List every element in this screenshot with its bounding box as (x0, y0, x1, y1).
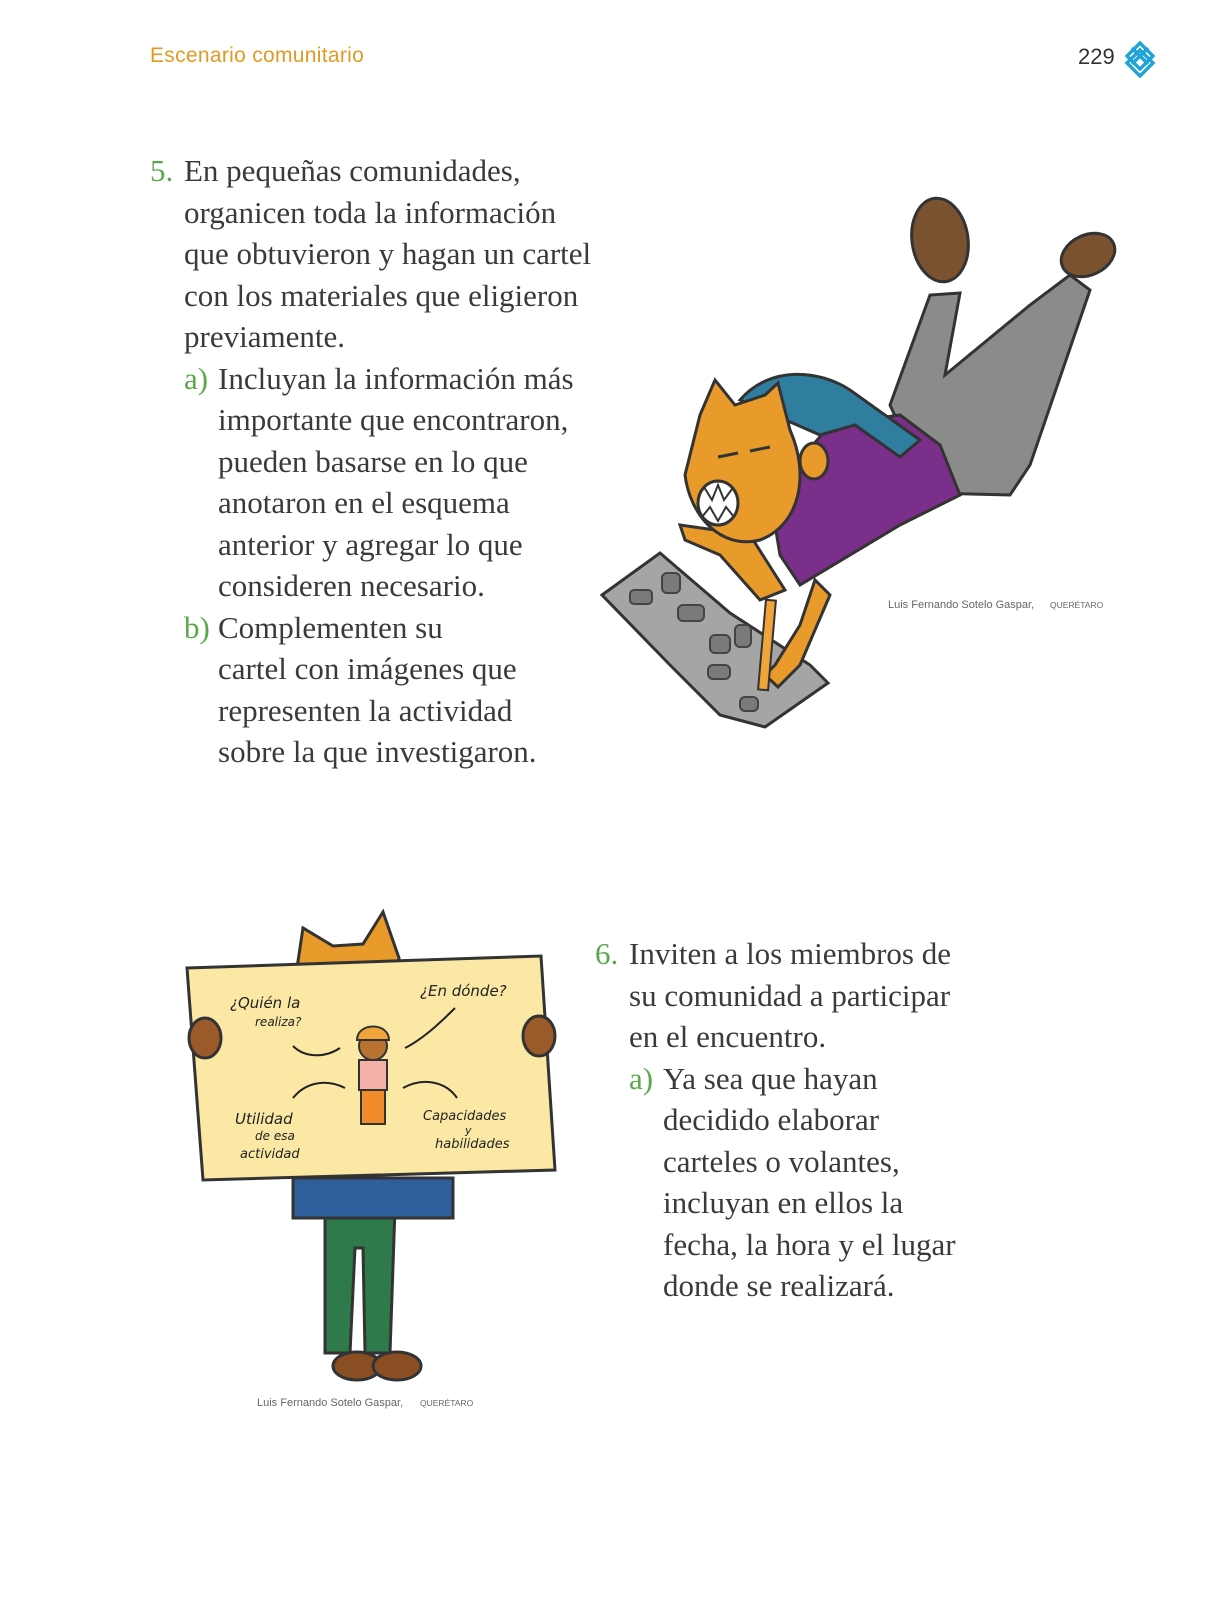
purple-shirt (770, 415, 960, 585)
text-line: incluyan en ellos la (663, 1185, 904, 1220)
poster-text-skills: y (465, 1124, 472, 1137)
text-line: fecha, la hora y el lugar (663, 1226, 956, 1262)
text-line: anotaron en el esquema (218, 485, 510, 520)
hand (189, 1018, 221, 1058)
text-line: consideren necesario. (218, 568, 485, 603)
trousers (325, 1208, 395, 1353)
blue-shirt (293, 1178, 453, 1218)
credit-state: QUERÉTARO (420, 1398, 474, 1408)
text-line: importante que encontraron, (218, 402, 569, 437)
text-line: Complementen su (218, 609, 443, 645)
text-line: en el encuentro. (629, 1019, 827, 1054)
poster-text-utility: de esa (255, 1129, 295, 1143)
text-line: que obtuvieron y hagan un cartel (184, 236, 592, 271)
shoe (1054, 225, 1122, 285)
worker-shirt (359, 1060, 387, 1090)
poster-text-skills: Capacidades (423, 1109, 507, 1124)
sub-item-a (629, 1058, 1075, 1307)
section-title: Escenario comunitario (150, 44, 365, 67)
worker-pants (361, 1090, 385, 1124)
poster-text-where: ¿En dónde? (420, 982, 507, 1000)
text-line: organicen toda la información (184, 194, 557, 230)
illustration-poster-character (185, 908, 565, 1413)
shoe (373, 1352, 421, 1380)
text-line: pueden basarse en lo que (218, 443, 528, 479)
text-line: previamente. (184, 319, 345, 354)
text-line: con los materiales que eligieron (184, 277, 579, 313)
text-line: decidido elaborar (663, 1102, 880, 1137)
activity-number: 6. (595, 936, 619, 971)
sub-item-letter: a) (184, 360, 209, 396)
poster-text-who: realiza? (255, 1015, 302, 1029)
text-line: Inviten a los miembros de (629, 936, 951, 971)
credit-state: QUERÉTARO (1050, 600, 1104, 610)
knot-logo-icon (1122, 40, 1158, 78)
sub-item-letter: b) (184, 609, 210, 645)
text-line: Incluyan la información más (218, 360, 574, 396)
text-line: En pequeñas comunidades, (184, 153, 521, 188)
poster-text-skills: habilidades (435, 1137, 510, 1152)
text-line: anterior y agregar lo que (218, 526, 523, 562)
text-line: Ya sea que hayan (663, 1060, 878, 1096)
illustration-credit-1 (888, 599, 1034, 611)
hand (523, 1016, 555, 1056)
activity-instructions (629, 933, 1075, 1058)
credit-name: Luis Fernando Sotelo Gaspar, (888, 599, 1035, 611)
sub-item-letter: a) (629, 1060, 654, 1096)
illustration-lying-character (600, 195, 1130, 740)
text-line: donde se realizará. (663, 1268, 895, 1303)
poster-text-who: ¿Quién la (230, 994, 301, 1012)
poster-text-utility: actividad (240, 1147, 300, 1162)
poster-text-utility: Utilidad (235, 1110, 293, 1128)
text-line: cartel con imágenes que (218, 651, 517, 686)
page-number: 229 (1078, 44, 1115, 69)
activity-6 (595, 933, 1075, 1307)
text-line: representen la actividad (218, 692, 513, 728)
ear (800, 443, 828, 479)
text-line: su comunidad a participar (629, 977, 951, 1013)
shoe (906, 195, 973, 285)
text-line: sobre la que investigaron. (218, 734, 537, 769)
activity-number: 5. (150, 153, 174, 188)
credit-name: Luis Fernando Sotelo Gaspar, (257, 1397, 404, 1409)
text-line: carteles o volantes, (663, 1143, 900, 1179)
